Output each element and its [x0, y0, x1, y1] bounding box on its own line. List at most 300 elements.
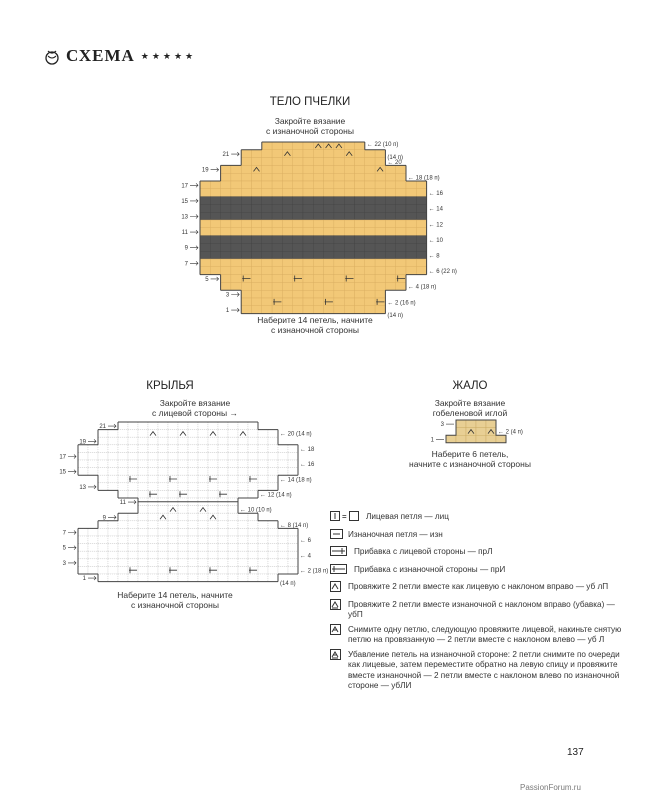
bee-cell — [293, 259, 303, 267]
wing-cell — [198, 475, 208, 483]
bee-cell — [231, 275, 241, 283]
bee-cell — [365, 212, 375, 220]
wing-cell — [118, 468, 128, 476]
wing-cell — [118, 559, 128, 567]
wing-cell — [208, 490, 218, 498]
bee-cell — [313, 173, 323, 181]
bee-cell — [334, 267, 344, 275]
bee-cell — [334, 165, 344, 173]
bee-left-row-label: 21 — [222, 152, 230, 159]
bee-cell — [272, 165, 282, 173]
bee-cell — [252, 306, 262, 314]
bee-cell — [355, 181, 365, 189]
bee-cell — [324, 173, 334, 181]
wing-cell — [138, 460, 148, 468]
wing-cell — [138, 483, 148, 491]
wings-title: КРЫЛЬЯ — [146, 380, 194, 392]
wing-cell — [98, 430, 108, 438]
sting-cell — [476, 435, 486, 443]
bee-cell — [221, 282, 231, 290]
wing-cell — [278, 551, 288, 559]
wing-cell — [228, 506, 238, 514]
bee-cell — [324, 290, 334, 298]
wing-cell — [278, 544, 288, 552]
bee-cell — [313, 275, 323, 283]
bee-cell — [365, 228, 375, 236]
bee-cell — [303, 220, 313, 228]
bee-cell — [272, 150, 282, 158]
bee-cell — [406, 212, 416, 220]
bee-cell — [416, 212, 426, 220]
bee-cell — [313, 158, 323, 166]
wing-cell — [108, 437, 118, 445]
bee-cell — [324, 306, 334, 314]
bee-cell — [221, 243, 231, 251]
wing-cell — [198, 445, 208, 453]
bee-right-row-label: ← 2 (16 п) — [387, 300, 416, 307]
bee-cell — [282, 236, 292, 244]
bee-cell — [241, 165, 251, 173]
wing-cell — [258, 468, 268, 476]
wing-cell — [228, 430, 238, 438]
bee-cell — [303, 228, 313, 236]
wing-cell — [168, 521, 178, 529]
bee-cell — [344, 197, 354, 205]
bee-cell — [324, 197, 334, 205]
bee-cell — [396, 282, 406, 290]
wing-cell — [288, 468, 298, 476]
bee-left-row-label: 11 — [181, 230, 188, 237]
wing-cell — [78, 468, 88, 476]
wing-cell — [178, 521, 188, 529]
bee-cell — [385, 228, 395, 236]
wing-cell — [188, 574, 198, 582]
sting-cell — [486, 420, 496, 428]
wing-cell — [88, 468, 98, 476]
wing-cell — [188, 544, 198, 552]
bee-cell — [375, 158, 385, 166]
bee-cell — [416, 181, 426, 189]
legend-symbol-ssp-icon — [330, 649, 342, 664]
wing-cell — [118, 574, 128, 582]
wing-cell — [78, 544, 88, 552]
bee-cell — [416, 236, 426, 244]
bee-body-bottom-note-2: с изнаночной стороны — [271, 325, 359, 335]
bee-cell — [221, 251, 231, 259]
sting-cell — [476, 428, 486, 436]
wing-cell — [248, 490, 258, 498]
wing-cell — [188, 445, 198, 453]
wing-cell — [288, 452, 298, 460]
wing-cell — [208, 460, 218, 468]
bee-cell — [344, 165, 354, 173]
bee-cell — [344, 243, 354, 251]
wings-bottom-note-2: с изнаночной стороны — [131, 600, 219, 610]
bee-cell — [324, 142, 334, 150]
bee-cell — [200, 259, 210, 267]
bee-cell — [355, 204, 365, 212]
wing-cell — [118, 430, 128, 438]
wing-cell — [198, 513, 208, 521]
wing-cell — [178, 528, 188, 536]
bee-cell — [355, 290, 365, 298]
wing-cell — [258, 521, 268, 529]
bee-cell — [293, 150, 303, 158]
bee-cell — [303, 189, 313, 197]
sting-cell — [486, 428, 496, 436]
bee-cell — [241, 228, 251, 236]
bee-cell — [385, 259, 395, 267]
wing-cell — [248, 574, 258, 582]
wing-cell — [148, 559, 158, 567]
bee-cell — [272, 267, 282, 275]
wing-cell — [168, 452, 178, 460]
wing-left-row-label: 21 — [99, 424, 106, 431]
bee-cell — [221, 189, 231, 197]
wing-cell — [218, 536, 228, 544]
bee-cell — [221, 259, 231, 267]
wing-cell — [118, 483, 128, 491]
bee-cell — [282, 150, 292, 158]
wing-cell — [198, 536, 208, 544]
bee-cell — [396, 243, 406, 251]
bee-cell — [252, 220, 262, 228]
bee-left-row-label: 13 — [181, 214, 188, 221]
bee-cell — [282, 298, 292, 306]
wing-cell — [98, 452, 108, 460]
wing-cell — [148, 422, 158, 430]
bee-cell — [313, 212, 323, 220]
wing-cell — [148, 551, 158, 559]
wing-cell — [228, 528, 238, 536]
wing-cell — [258, 574, 268, 582]
wing-cell — [238, 430, 248, 438]
bee-body-title: ТЕЛО ПЧЕЛКИ — [269, 96, 351, 108]
wing-cell — [238, 513, 248, 521]
bee-cell — [375, 282, 385, 290]
bee-cell — [396, 173, 406, 181]
wing-cell — [208, 468, 218, 476]
bee-right-row-label: ← 4 (18 п) — [408, 284, 437, 291]
wing-cell — [168, 544, 178, 552]
wing-cell — [238, 490, 248, 498]
wing-cell — [268, 430, 278, 438]
bee-cell — [416, 197, 426, 205]
bee-cell — [344, 298, 354, 306]
bee-cell — [303, 181, 313, 189]
bee-right-arrow — [190, 215, 198, 219]
wing-cell — [238, 528, 248, 536]
wing-cell — [88, 559, 98, 567]
wing-left-row-label: 13 — [79, 484, 86, 491]
bee-cell — [334, 220, 344, 228]
wing-cell — [128, 559, 138, 567]
wing-cell — [128, 574, 138, 582]
bee-cell — [303, 290, 313, 298]
wing-cell — [288, 528, 298, 536]
wing-cell — [148, 566, 158, 574]
bee-cell — [252, 150, 262, 158]
sting-top-note-1: Закройте вязание — [434, 398, 506, 408]
bee-cell — [272, 236, 282, 244]
bee-cell — [221, 228, 231, 236]
wing-cell — [158, 506, 168, 514]
bee-cell — [313, 150, 323, 158]
wing-cell — [108, 445, 118, 453]
bee-cell — [303, 259, 313, 267]
wing-cell — [138, 490, 148, 498]
bee-cell — [282, 165, 292, 173]
wing-cell — [118, 422, 128, 430]
wing-cell — [98, 566, 108, 574]
bee-cell — [344, 282, 354, 290]
wing-cell — [188, 528, 198, 536]
wing-cell — [198, 422, 208, 430]
bee-cell — [396, 220, 406, 228]
wing-cell — [138, 468, 148, 476]
bee-cell — [293, 267, 303, 275]
wing-cell — [258, 452, 268, 460]
bee-cell — [365, 290, 375, 298]
bee-left-row-label: 17 — [181, 183, 188, 190]
bee-cell — [385, 173, 395, 181]
wing-cell — [168, 445, 178, 453]
bee-cell — [365, 181, 375, 189]
wing-cell — [248, 437, 258, 445]
bee-cell — [313, 298, 323, 306]
wing-cell — [228, 452, 238, 460]
sting-chart — [420, 416, 530, 446]
wing-cell — [118, 452, 128, 460]
wing-cell — [218, 513, 228, 521]
sting-top-note-2: гобеленовой иглой — [432, 408, 508, 418]
wing-cell — [268, 468, 278, 476]
bee-cell — [241, 306, 251, 314]
bee-cell — [406, 220, 416, 228]
bee-cell — [406, 236, 416, 244]
wing-cell — [238, 460, 248, 468]
wing-cell — [288, 559, 298, 567]
wing-cell — [118, 521, 128, 529]
bee-cell — [293, 298, 303, 306]
bee-cell — [282, 181, 292, 189]
wing-cell — [128, 528, 138, 536]
wing-cell — [288, 566, 298, 574]
legend-text: Лицевая петля — лиц — [366, 512, 449, 521]
wing-right-arrow — [88, 439, 96, 443]
sting-cell — [466, 435, 476, 443]
sting-bottom-note-2: начните с изнаночной стороны — [409, 459, 531, 469]
wing-cell — [158, 475, 168, 483]
bee-cell — [396, 259, 406, 267]
wing-cell — [178, 437, 188, 445]
wing-cell — [148, 460, 158, 468]
bee-cell — [334, 150, 344, 158]
wing-right-row-label: ← 14 (18 п) — [280, 477, 312, 484]
bee-cell — [324, 189, 334, 197]
wing-cell — [158, 490, 168, 498]
bee-cell — [241, 267, 251, 275]
wing-cell — [108, 468, 118, 476]
bee-cell — [282, 243, 292, 251]
bee-cell — [262, 275, 272, 283]
bee-cell — [313, 282, 323, 290]
bee-cell — [406, 189, 416, 197]
bee-cell — [293, 306, 303, 314]
bee-cell — [365, 267, 375, 275]
bee-cell — [313, 306, 323, 314]
wing-cell — [228, 513, 238, 521]
bee-cell — [396, 267, 406, 275]
bee-cell — [252, 189, 262, 197]
wing-cell — [198, 452, 208, 460]
bee-cell — [272, 259, 282, 267]
bee-cell — [210, 251, 220, 259]
bee-cell — [396, 189, 406, 197]
wing-cell — [258, 483, 268, 491]
bee-cell — [272, 282, 282, 290]
bee-cell — [282, 228, 292, 236]
wing-cell — [108, 559, 118, 567]
bee-cell — [293, 173, 303, 181]
bee-cell — [416, 267, 426, 275]
bee-cell — [406, 267, 416, 275]
bee-cell — [375, 267, 385, 275]
wing-cell — [238, 437, 248, 445]
wing-cell — [228, 483, 238, 491]
bee-cell — [241, 204, 251, 212]
bee-cell — [375, 236, 385, 244]
bee-cell — [344, 290, 354, 298]
wing-cell — [188, 437, 198, 445]
wing-cell — [138, 437, 148, 445]
wing-cell — [228, 490, 238, 498]
bee-cell — [272, 189, 282, 197]
wing-cell — [198, 483, 208, 491]
bee-cell — [252, 251, 262, 259]
bee-cell — [252, 228, 262, 236]
yarn-ball-icon — [44, 47, 60, 65]
bee-cell — [355, 228, 365, 236]
wing-cell — [248, 513, 258, 521]
bee-cell — [252, 290, 262, 298]
wing-cell — [108, 452, 118, 460]
page-header — [44, 46, 196, 66]
bee-cell — [375, 259, 385, 267]
bee-cell — [406, 181, 416, 189]
wing-cell — [128, 422, 138, 430]
wing-left-row-label: 1 — [82, 576, 86, 583]
wing-cell — [168, 422, 178, 430]
bee-cell — [262, 298, 272, 306]
wing-cell — [158, 513, 168, 521]
wing-cell — [158, 452, 168, 460]
bee-cell — [221, 236, 231, 244]
bee-cell — [334, 236, 344, 244]
wing-cell — [168, 574, 178, 582]
bee-cell — [416, 228, 426, 236]
bee-cell — [385, 267, 395, 275]
bee-cell — [355, 150, 365, 158]
wing-cell — [198, 528, 208, 536]
bee-cell — [365, 236, 375, 244]
wing-right-row-label: ← 8 (14 п) — [280, 522, 309, 529]
wing-cell — [268, 452, 278, 460]
wing-cell — [258, 528, 268, 536]
wing-cell — [108, 551, 118, 559]
wing-cell — [158, 559, 168, 567]
bee-cell — [334, 251, 344, 259]
bee-cell — [303, 142, 313, 150]
bee-cell — [375, 290, 385, 298]
wing-cell — [188, 483, 198, 491]
bee-cell — [406, 204, 416, 212]
wing-cell — [248, 559, 258, 567]
bee-right-row-label: ← 22 (10 п) — [366, 142, 399, 148]
legend-symbol-inc_ws-icon — [330, 564, 348, 579]
wing-cell — [78, 536, 88, 544]
wing-cell — [118, 513, 128, 521]
wing-cell — [188, 490, 198, 498]
bee-cell — [375, 243, 385, 251]
wing-cell — [218, 544, 228, 552]
wing-cell — [108, 536, 118, 544]
wing-cell — [198, 468, 208, 476]
bee-cell — [303, 236, 313, 244]
wing-cell — [178, 452, 188, 460]
bee-cell — [241, 251, 251, 259]
wing-cell — [138, 422, 148, 430]
bee-cell — [293, 290, 303, 298]
bee-cell — [385, 165, 395, 173]
wing-cell — [108, 566, 118, 574]
bee-cell — [262, 251, 272, 259]
bee-cell — [324, 158, 334, 166]
bee-cell — [375, 204, 385, 212]
wing-cell — [278, 528, 288, 536]
bee-cell — [324, 228, 334, 236]
bee-cell — [282, 290, 292, 298]
wing-cell — [138, 574, 148, 582]
bee-cell — [272, 251, 282, 259]
legend-symbol-purl-icon — [330, 529, 342, 544]
bee-right-row-label: ← 12 — [428, 222, 443, 229]
bee-cell — [252, 212, 262, 220]
wing-cell — [208, 528, 218, 536]
legend-item-skp — [330, 625, 630, 646]
wing-cell — [148, 528, 158, 536]
bee-cell — [406, 243, 416, 251]
wing-cell — [128, 521, 138, 529]
bee-cell — [406, 259, 416, 267]
bee-cell — [210, 220, 220, 228]
bee-cell — [303, 267, 313, 275]
bee-cell — [303, 251, 313, 259]
bee-cell — [282, 259, 292, 267]
bee-cell — [231, 236, 241, 244]
sting-left-row-label: 3 — [440, 422, 444, 429]
bee-cell — [210, 204, 220, 212]
wing-cell — [248, 422, 258, 430]
bee-cell — [262, 243, 272, 251]
wing-cell — [188, 452, 198, 460]
wing-cell — [138, 544, 148, 552]
wing-cell — [138, 430, 148, 438]
bee-cell — [241, 158, 251, 166]
wing-cell — [238, 468, 248, 476]
bee-cell — [324, 243, 334, 251]
bee-cell — [344, 142, 354, 150]
